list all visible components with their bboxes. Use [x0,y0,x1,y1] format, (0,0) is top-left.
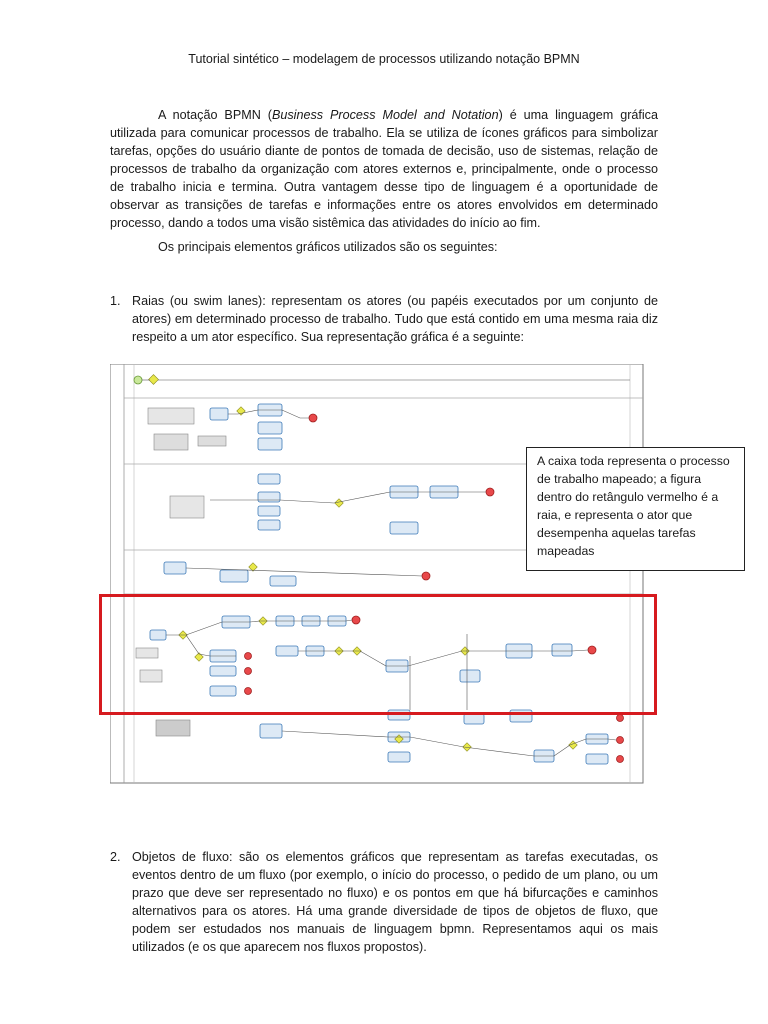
swimlane-highlight [99,594,657,715]
list-item-objetos [110,848,658,956]
list-item-raias [110,292,658,346]
bpmn-diagram [110,364,644,784]
intro-paragraph: A notação BPMN (Business Process Model and Notation) é uma linguagem gráfica utilizada para comunicar processos de trabalho. Ela se utiliza de ícones gráficos para simbolizar tarefas, opções do usuário diante de pontos de tomada de decisão, uso de sistemas, relação de processos de trabalho da organização com atores externos e, principalmente, onde o processo de trabalho inicia e termina. Outra vantagem desse tipo de linguagem é a oportunidade de observar as transições de tarefas e informações entre os atores envolvidos em determinado processo, dando a todos uma visão sistêmica das atividades do início ao fim. [110,108,658,230]
list-text: Raias (ou swim lanes): representam os atores (ou papéis executados por um conjunto de atores) em determinado processo de trabalho. Tudo que está contido em uma mesma raia diz respeito a um ator específico. Sua representação gráfica é a seguinte: [132,294,658,344]
list-number: 1. [110,294,121,308]
bpmn-full-name: Business Process Model and Notation [271,108,499,122]
list-text: Objetos de fluxo: são os elementos gráficos que representam as tarefas executadas, os eventos dentro de um fluxo (por exemplo, o início do processo, o pedido de um plano, ou um prazo que deve ser representado no fluxo) e os pontos em que há bifurcações e caminhos alternativos para os atores. Há uma grande diversidade de tipos de objetos de fluxo, que podem ser estudados nos manuais de linguagem bpmn. Representamos aqui os mais utilizados (e os que aparecem nos fluxos propostos). [132,850,658,954]
list-number: 2. [110,850,121,864]
document-title: Tutorial sintético – modelagem de processos utilizando notação BPMN [188,52,580,66]
elements-intro: Os principais elementos gráficos utilizados são os seguintes: [158,240,498,254]
callout-box: A caixa toda representa o processo de trabalho mapeado; a figura dentro do retângulo vermelho é a raia, e representa o ator que desempenha aquelas tarefas mapeadas [526,447,745,571]
